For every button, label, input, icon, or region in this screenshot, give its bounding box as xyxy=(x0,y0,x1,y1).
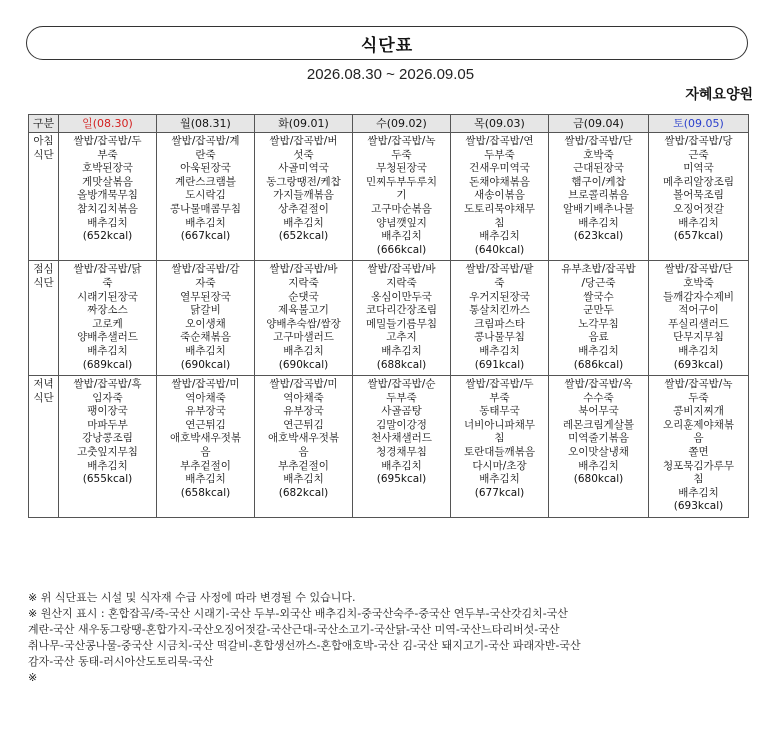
menu-item: 호박죽 xyxy=(683,276,714,289)
menu-item: 유부장국 xyxy=(185,405,226,418)
note-line: 취나무-국산콩나물-중국산 시금치-국산 떡갈비-혼합생선까스-혼합애호박-국산 김-국산 돼지고기-국산 파래자반-국산 xyxy=(28,639,581,652)
menu-item: 죽순채볶음 xyxy=(180,331,231,344)
menu-item: 사골곰탕 xyxy=(381,405,422,418)
menu-item: 양념깻잎지 xyxy=(376,216,427,229)
menu-item: 배추김치 xyxy=(283,216,324,229)
menu-item: /당근죽 xyxy=(581,276,616,289)
meal-label-line: 저녁 xyxy=(33,378,54,391)
menu-item: 배추김치 xyxy=(381,459,422,472)
header-day-wed: 수(09.02) xyxy=(353,115,451,133)
menu-item: (682kcal) xyxy=(278,486,329,499)
menu-item: 쌀밥/잡곡밥/옥 xyxy=(564,378,633,391)
menu-item: 두부죽 xyxy=(484,148,515,161)
menu-item: 오이맛살냉채 xyxy=(568,446,629,459)
menu-item: (640kcal) xyxy=(474,243,525,256)
menu-item: 강낭콩조림 xyxy=(82,432,133,445)
menu-item: 코다리간장조림 xyxy=(365,304,437,317)
header-day-tue: 화(09.01) xyxy=(255,115,353,133)
menu-item: 쌀밥/잡곡밥/버 xyxy=(269,135,338,147)
menu-item: 배추김치 xyxy=(479,344,520,357)
menu-item: 부추겉절이 xyxy=(278,459,329,472)
menu-item: 배추김치 xyxy=(283,344,324,357)
menu-item: 쌀국수 xyxy=(583,290,614,303)
menu-cell xyxy=(59,376,157,518)
menu-item: 배추김치 xyxy=(678,486,719,499)
menu-cell xyxy=(255,261,353,376)
menu-item: 쌀밥/잡곡밥/미 xyxy=(269,378,338,391)
menu-item: 자죽 xyxy=(195,276,216,289)
menu-item: 새송이볶음 xyxy=(474,189,525,202)
menu-item: (667kcal) xyxy=(180,230,231,243)
menu-item: 미역국 xyxy=(683,162,714,175)
menu-item: 두죽 xyxy=(391,148,412,161)
menu-item: (652kcal) xyxy=(82,230,133,243)
menu-cell xyxy=(353,376,451,518)
menu-item: 양배추숙쌈/쌈장 xyxy=(266,317,341,330)
menu-item: 들깨감자수제비 xyxy=(662,290,734,303)
menu-item: 사골미역국 xyxy=(278,162,329,175)
menu-item: 쌀밥/잡곡밥/단 xyxy=(564,135,633,147)
menu-item: (657kcal) xyxy=(673,230,724,243)
title-box xyxy=(26,26,748,60)
menu-item: 음 xyxy=(200,446,211,459)
menu-item: 배추김치 xyxy=(87,344,128,357)
menu-item: 군만두 xyxy=(583,304,614,317)
menu-item: (695kcal) xyxy=(376,473,427,486)
menu-item: 배추김치 xyxy=(578,216,619,229)
menu-item: 애호박새우젓볶 xyxy=(169,432,241,445)
menu-item: 쫄면 xyxy=(688,446,709,459)
menu-item: 콩나물매콤무침 xyxy=(169,202,241,215)
meal-label-line: 점심 xyxy=(33,263,54,276)
menu-item: 쌀밥/잡곡밥/순 xyxy=(367,378,436,391)
menu-item: 음료 xyxy=(588,331,609,344)
menu-item: 오징어젓갈 xyxy=(673,202,724,215)
menu-period: 2026.08.30 ~ 2026.09.05 xyxy=(306,66,475,83)
notes xyxy=(28,590,758,686)
menu-item: 쌀밥/잡곡밥/바 xyxy=(367,263,436,276)
header-day-fri: 금(09.04) xyxy=(549,115,649,133)
menu-item: 미역줄기볶음 xyxy=(568,432,629,445)
menu-item: 메추리알장조림 xyxy=(662,175,734,188)
menu-item: 쌀밥/잡곡밥/흑 xyxy=(73,378,142,391)
menu-item: 연근튀김 xyxy=(283,418,324,431)
menu-cell xyxy=(157,133,255,261)
menu-item: (677kcal) xyxy=(474,486,525,499)
menu-item: 쌀밥/잡곡밥/당 xyxy=(664,135,733,147)
menu-item: 고구마샐러드 xyxy=(273,331,334,344)
menu-item: 오이생채 xyxy=(185,317,226,330)
menu-item: 크림파스타 xyxy=(474,317,525,330)
menu-cell xyxy=(549,376,649,518)
menu-item: 천사채샐러드 xyxy=(371,432,432,445)
menu-item: 우거지된장국 xyxy=(469,290,530,303)
menu-item: 알배기배추나물 xyxy=(562,202,634,215)
menu-item: 순댓국 xyxy=(288,290,319,303)
menu-item: (693kcal) xyxy=(673,500,724,513)
menu-item: 짜장소스 xyxy=(87,304,128,317)
menu-item: 다시마/초장 xyxy=(472,459,527,472)
menu-item: 양배추샐러드 xyxy=(77,331,138,344)
menu-item: 음 xyxy=(693,432,704,445)
menu-cell xyxy=(451,376,549,518)
meal-label-line: 식단 xyxy=(33,148,54,161)
menu-item: 지락죽 xyxy=(288,276,319,289)
menu-item: 배추김치 xyxy=(185,344,226,357)
menu-item: (623kcal) xyxy=(573,230,624,243)
menu-item: (689kcal) xyxy=(82,358,133,371)
menu-item: 햄구이/케찹 xyxy=(571,175,626,188)
menu-item: 쌀밥/잡곡밥/감 xyxy=(171,263,240,276)
menu-item: 배추김치 xyxy=(479,473,520,486)
menu-cell xyxy=(451,261,549,376)
meal-label-lunch xyxy=(29,261,59,376)
menu-item: 너비아니파채무 xyxy=(463,418,535,431)
menu-item: 호박된장국 xyxy=(82,162,133,175)
menu-item: 쌀밥/잡곡밥/미 xyxy=(171,378,240,391)
menu-item: 부죽 xyxy=(489,391,510,404)
menu-item: 연근튀김 xyxy=(185,418,226,431)
menu-item: 고로케 xyxy=(92,317,123,330)
menu-item: 애호박새우젓볶 xyxy=(267,432,339,445)
page-title: 식단표 xyxy=(360,35,414,56)
menu-cell xyxy=(649,376,749,518)
menu-item: 올방개묵무침 xyxy=(77,189,138,202)
menu-item: (655kcal) xyxy=(82,473,133,486)
facility-name: 자혜요양원 xyxy=(685,87,753,103)
header-day-mon: 월(08.31) xyxy=(157,115,255,133)
menu-item: 동태무국 xyxy=(479,405,520,418)
menu-item: 브로콜리볶음 xyxy=(568,189,629,202)
meal-label-line: 아침 xyxy=(33,135,54,147)
menu-item: 쌀밥/잡곡밥/두 xyxy=(73,135,142,147)
menu-item: 레몬크림게살볼 xyxy=(562,418,634,431)
menu-item: 쌀밥/잡곡밥/녹 xyxy=(664,378,733,391)
menu-item: 섯죽 xyxy=(293,148,314,161)
menu-item: 두부죽 xyxy=(386,391,417,404)
menu-cell xyxy=(649,261,749,376)
menu-item: 죽 xyxy=(494,276,505,289)
menu-item: 아욱된장국 xyxy=(180,162,231,175)
menu-item: 계란스크램블 xyxy=(175,175,236,188)
menu-item: 제육불고기 xyxy=(278,304,329,317)
menu-item: 옹심이만두국 xyxy=(371,290,432,303)
menu-item: 배추김치 xyxy=(87,216,128,229)
menu-item: 가지들깨볶음 xyxy=(273,189,334,202)
menu-cell xyxy=(353,133,451,261)
header-row xyxy=(29,115,749,133)
header-day-sun: 일(08.30) xyxy=(59,115,157,133)
menu-item: 배추김치 xyxy=(381,230,422,243)
menu-item: 콩나물무침 xyxy=(474,331,525,344)
menu-item: 참치김치볶음 xyxy=(77,202,138,215)
menu-item: 배추김치 xyxy=(185,216,226,229)
menu-item: 음 xyxy=(298,446,309,459)
meal-label-dinner xyxy=(29,376,59,518)
menu-item: 근대된장국 xyxy=(573,162,624,175)
menu-item: (686kcal) xyxy=(573,358,624,371)
menu-item: 고구마순볶음 xyxy=(371,202,432,215)
meal-label-breakfast xyxy=(29,133,59,261)
menu-item: 청경채무침 xyxy=(376,446,427,459)
menu-item: 쌀밥/잡곡밥/두 xyxy=(465,378,534,391)
menu-item: 쌀밥/잡곡밥/녹 xyxy=(367,135,436,147)
menu-item: 열무된장국 xyxy=(180,290,231,303)
menu-item: 상추겉절이 xyxy=(278,202,329,215)
menu-item: 게맛살볶음 xyxy=(82,175,133,188)
menu-item: 배추김치 xyxy=(678,216,719,229)
menu-item: 배추김치 xyxy=(283,473,324,486)
menu-cell xyxy=(59,133,157,261)
menu-cell xyxy=(59,261,157,376)
menu-item: (680kcal) xyxy=(573,473,624,486)
menu-item: 쌀밥/잡곡밥/바 xyxy=(269,263,338,276)
menu-item: 닭갈비 xyxy=(190,304,221,317)
menu-item: (690kcal) xyxy=(278,358,329,371)
menu-item: 메밀들기름무침 xyxy=(365,317,437,330)
menu-item: 죽 xyxy=(102,276,113,289)
menu-item: (688kcal) xyxy=(376,358,427,371)
menu-item: (690kcal) xyxy=(180,358,231,371)
menu-item: 란죽 xyxy=(195,148,216,161)
menu-cell xyxy=(451,133,549,261)
menu-cell xyxy=(157,376,255,518)
menu-item: (666kcal) xyxy=(376,243,427,256)
menu-item: 부죽 xyxy=(97,148,118,161)
menu-item: 오리훈제야채볶 xyxy=(662,418,734,431)
menu-item: 도시락김 xyxy=(185,189,226,202)
menu-cell xyxy=(157,261,255,376)
menu-item: 기 xyxy=(396,189,407,202)
menu-item: 유부장국 xyxy=(283,405,324,418)
note-line: 감자-국산 동태-러시아산도토리묵-국산 xyxy=(28,655,214,668)
menu-item: (693kcal) xyxy=(673,358,724,371)
menu-item: (658kcal) xyxy=(180,486,231,499)
menu-item: 배추김치 xyxy=(678,344,719,357)
menu-item: 건새우미역국 xyxy=(469,162,530,175)
menu-item: 임자죽 xyxy=(92,391,123,404)
menu-item: 침 xyxy=(494,432,505,445)
menu-item: 볼어묵조림 xyxy=(673,189,724,202)
menu-cell xyxy=(649,133,749,261)
note-line: ※ xyxy=(28,671,38,684)
menu-item: 침 xyxy=(693,473,704,486)
header-day-thu: 목(09.03) xyxy=(451,115,549,133)
menu-item: 고춧잎지무침 xyxy=(77,446,138,459)
menu-item: 배추김치 xyxy=(578,344,619,357)
menu-item: 통살치킨까스 xyxy=(469,304,530,317)
header-day-sat: 토(09.05) xyxy=(649,115,749,133)
meal-label-line: 식단 xyxy=(33,276,54,289)
menu-table xyxy=(28,114,749,518)
menu-item: 쌀밥/잡곡밥/연 xyxy=(465,135,534,147)
meal-row-lunch xyxy=(29,261,749,376)
menu-item: 동그랑땡전/케찹 xyxy=(266,175,341,188)
meal-label-line: 식단 xyxy=(33,391,54,404)
note-line: 계란-국산 새우동그랑땡-혼합가지-국산오징어젓갈-국산근대-국산소고기-국산닭-국산 미역-국산느타리버섯-국산 xyxy=(28,623,560,636)
menu-item: 쌀밥/잡곡밥/단 xyxy=(664,263,733,276)
menu-item: 마파두부 xyxy=(87,418,128,431)
menu-item: 북어무국 xyxy=(578,405,619,418)
menu-item: 배추김치 xyxy=(185,473,226,486)
menu-item: 쌀밥/잡곡밥/계 xyxy=(171,135,240,147)
menu-item: 호박죽 xyxy=(583,148,614,161)
menu-item: 도토리묵야채무 xyxy=(463,202,535,215)
menu-item: 유부초밥/잡곡밥 xyxy=(561,263,636,276)
menu-item: 수수죽 xyxy=(583,391,614,404)
menu-item: 근죽 xyxy=(688,148,709,161)
menu-item: 역아채죽 xyxy=(283,391,324,404)
menu-item: (652kcal) xyxy=(278,230,329,243)
menu-item: 두죽 xyxy=(688,391,709,404)
menu-cell xyxy=(353,261,451,376)
menu-cell xyxy=(255,376,353,518)
menu-item: 청포묵김가루무 xyxy=(662,459,734,472)
note-line: ※ 원산지 표시 : 혼합잡곡/죽-국산 시래기-국산 두부-외국산 배추김치-중국산숙주-중국산 연두부-국산갓김치-국산 xyxy=(28,607,568,620)
menu-item: 노각무침 xyxy=(578,317,619,330)
menu-item: 김말이강정 xyxy=(376,418,427,431)
menu-item: 시래기된장국 xyxy=(77,290,138,303)
menu-item: 단무지무침 xyxy=(673,331,724,344)
menu-cell xyxy=(549,133,649,261)
menu-item: 배추김치 xyxy=(87,459,128,472)
menu-item: 쌀밥/잡곡밥/닭 xyxy=(73,263,142,276)
menu-item: 쌀밥/잡곡밥/팥 xyxy=(465,263,534,276)
note-line: ※ 위 식단표는 시설 및 식자재 수급 사정에 따라 변경될 수 있습니다. xyxy=(28,591,356,604)
menu-item: 무청된장국 xyxy=(376,162,427,175)
header-category: 구분 xyxy=(29,115,59,133)
menu-item: 팽이장국 xyxy=(87,405,128,418)
menu-cell xyxy=(255,133,353,261)
menu-item: 배추김치 xyxy=(381,344,422,357)
menu-item: 돈채야채볶음 xyxy=(469,175,530,188)
menu-item: 고추지 xyxy=(386,331,417,344)
menu-item: 역아채죽 xyxy=(185,391,226,404)
menu-item: 민찌두부두루치 xyxy=(365,175,437,188)
menu-item: 푸실리샐러드 xyxy=(668,317,729,330)
menu-item: (691kcal) xyxy=(474,358,525,371)
menu-cell xyxy=(549,261,649,376)
meal-row-dinner xyxy=(29,376,749,518)
menu-item: 부추겉절이 xyxy=(180,459,231,472)
menu-item: 콩비지찌개 xyxy=(673,405,724,418)
menu-item: 배추김치 xyxy=(578,459,619,472)
meal-row-breakfast xyxy=(29,133,749,261)
menu-item: 배추김치 xyxy=(479,230,520,243)
menu-item: 지락죽 xyxy=(386,276,417,289)
menu-item: 토란대들깨볶음 xyxy=(463,446,535,459)
menu-item: 침 xyxy=(494,216,505,229)
menu-item: 적어구이 xyxy=(678,304,719,317)
